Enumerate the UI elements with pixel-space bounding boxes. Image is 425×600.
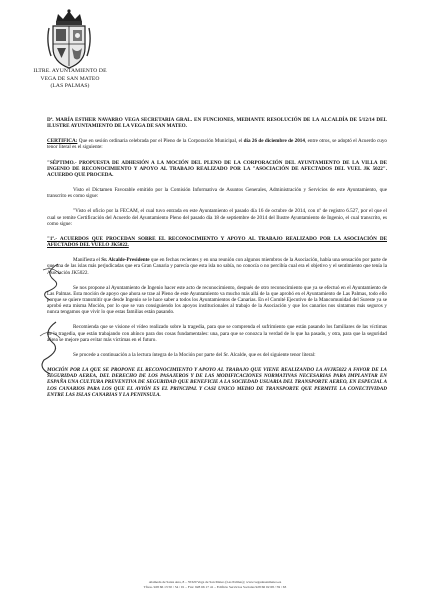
visto-dictamen-paragraph: Visto el Dictamen Favorable emitido por la Comisión Informativa de Asuntos Generales, Administración y Servicios de este Ayuntamiento, que transcrito es como sigue:	[47, 187, 387, 200]
certifica-text-b: , entre otros, se adoptó el Acuerdo cuyo tenor literal es el siguiente:	[47, 138, 387, 151]
certifica-label: CERTIFICA:	[47, 138, 78, 145]
certifica-paragraph	[47, 138, 387, 150]
manifiesta-text-a: Manifiesta el	[73, 257, 102, 264]
org-name-line1: ILTRE. AYUNTAMIENTO DE	[33, 68, 107, 74]
septimo-heading: "SÉPTIMO.- PROPUESTA DE ADHESIÓN A LA MOCIÓN DEL PLENO DE LA CORPORACIÓN DEL AYUNTAMIENTO DE LA VILLA DE INGENIO DE RECONOCIMIENTO Y APOYO AL TRABAJO REALIZADO POR LA "ASOCIACIÓN DE AFECTADOS DEL VUEL JK 5022". ACUERDO QUE PROCEDA.	[47, 159, 387, 178]
session-date: día 26 de diciembre de 2014	[243, 138, 305, 145]
document-body	[47, 117, 387, 398]
manifiesta-paragraph	[47, 257, 387, 275]
se-procede-paragraph: Se procede a continuación a la lectura íntegra de la Moción por parte del Sr. Alcalde, que es del siguiente tenor literal:	[73, 351, 316, 358]
organization-header	[20, 68, 120, 91]
certifica-text-a: Que en sesión ordinaria celebrada por el Pleno de la Corporación Municipal, el	[77, 138, 244, 145]
alcalde-presidente: Sr. Alcalde-Presidente	[101, 257, 150, 264]
coat-of-arms-icon	[44, 8, 94, 70]
manifiesta-text-b: que en fechas recientes y en una reunión con algunos miembros de la Asociación, había una sensación por parte de que una de las islas más perjudicadas que era Gran Canaria y parecía que esta isla no sabía, no conocía o no percibía cual era el objetivo y el sentimiento que tenía la Asociación JK5022.	[47, 257, 387, 276]
org-name-line2: VEGA DE SAN MATEO	[40, 75, 100, 82]
acuerdos-heading: "1º.- ACUERDOS QUE PROCEDAN SOBRE EL RECONOCIMIENTO Y APOYO AL TRABAJO REALIZADO POR LA ASOCIACIÓN DE AFECTADOS DEL VUELO JK5022.	[47, 235, 387, 249]
footer-phones: Tfnos. 928 66 13 50 / 54 / 01 – Fax: 928 66 17 41 – Edificio Servicios Sociales 928 66 02 68 / 59 / 63	[143, 584, 287, 589]
recomienda-paragraph: Recomienda que se visione el vídeo realizado sobre la tragedia, para que se comprenda el sufrimiento que están pasando los familiares de las víctimas de la tragedia, que están trabajando con ahínco para dos cosas fundamentales: una, para que se conozca la verdad de lo que ha pasado, y otra, para que la seguridad aérea se mejore para evitar más víctimas en el futuro.	[47, 324, 387, 343]
page-footer	[60, 580, 370, 589]
mocion-text: MOCIÓN POR LA QUE SE PROPONE EL RECONOCIMIENTO Y APOYO AL TRABAJO QUE VIENE REALIZANDO LA AVJK5022 A FAVOR DE LA SEGURIDAD AEREA, DEL DERECHO DE LOS PASAJEROS Y DE LAS MODIFICACIONES NORMATIVAS NECESARIAS PARA IMPLANTAR EN ESPAÑA UNA CULTURA PREVENTIVA DE SEGURIDAD QUE BENEFICIE A LA SOCIEDAD USUARIA DEL TRANSPORTE AEREO, EN ESPECIAL A LOS CANARIOS PARA LOS QUE EL AVIÓN ES EL PRINCIPAL Y CASI UNICO MEDIO DE TRANSPORTE QUE PERMITE LA CONECTIVIDAD ENTRE LAS ISLAS CANARIAS Y LA PENINSULA.	[47, 367, 387, 398]
se-propone-paragraph: Se nos propone al Ayuntamiento de Ingenio hacer este acto de reconocimiento, después de otro reconocimiento que ya se efectuó en el Ayuntamiento de Las Palmas. Esta moción de apoyo que ahora se trae al Pleno de este Ayuntamiento va mucho más allá de la que aprobó en el Ayuntamiento de Las Palmas, todo ello porque se quiere transmitir que desde Ingenio se le hace saber a todos los Ayuntamientos de Canarias. En el Comité Ejecutivo de la Mancomunidad del Sureste ya se aprobó esta misma Moción, por lo que se van consiguiendo los apoyos institucionales al trabajo de la Asociación y que los canarios nos sintamos más seguros y nunca tengamos que vivir lo que estas familias están pasando.	[47, 284, 387, 316]
visto-oficio-paragraph: "Visto el oficio por la FECAM, el cual tuvo entrada en este Ayuntamiento el pasado día 16 de octubre de 2014, con nº de registro 6.527, por el que el cual se remite Certificación del Acuerdo del Ayuntamiento Pleno del pasado día 18 de septiembre de 2014 del Ilustre Ayuntamiento de Ingenio, el cual transcrito, es como sigue:	[47, 208, 387, 227]
footer-address: Alameda de Santa Ana, 8 – 35320 Vega de San Mateo (Las Palmas) | www.vegadesanmateo.es	[148, 580, 282, 584]
org-name-line3: (LAS PALMAS)	[50, 83, 90, 89]
secretary-title: Dª. MARÍA ESTHER NAVARRO VEGA SECRETARIA GRAL. EN FUNCIONES, MEDIANTE RESOLUCIÓN DE LA ALCALDÍA DE 5/12/14 DEL ILUSTRE AYUNTAMIENTO DE LA VEGA DE SAN MATEO.	[47, 117, 387, 130]
